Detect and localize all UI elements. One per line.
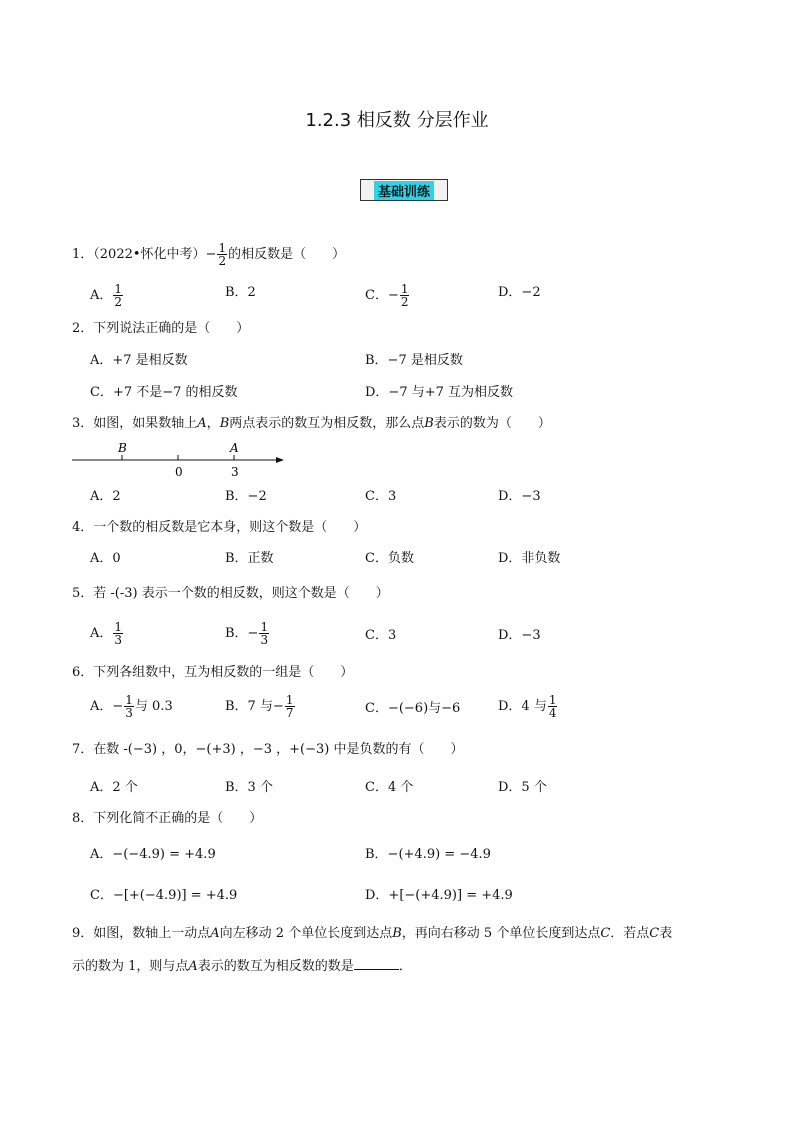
q3-point-a: A <box>197 416 207 431</box>
question-2-stem: 2．下列说法正确的是（ ） <box>72 321 250 336</box>
q1-option-a <box>90 283 124 308</box>
question-1-stem <box>72 242 345 267</box>
q5-b-num: 1 <box>260 620 269 634</box>
q6-d-fraction <box>548 694 558 719</box>
page-title: 1.2.3 相反数 分层作业 <box>305 110 489 131</box>
q3-sep: ， <box>206 416 220 431</box>
q8-option-c: C．−[+(−4.9)] = +4.9 <box>90 888 238 903</box>
question-9-line-2 <box>72 957 412 976</box>
q3-axis-zero: 0 <box>175 465 183 479</box>
q1-suffix: 的相反数是（ ） <box>228 247 346 262</box>
q5-option-c: C．3 <box>365 628 397 643</box>
q3-axis-three: 3 <box>231 465 239 479</box>
q3-option-c: C．3 <box>365 489 397 504</box>
q3-axis-label-a: A <box>230 441 239 455</box>
q6-d-num: 1 <box>548 693 557 707</box>
q6-a-num: 1 <box>125 693 133 707</box>
q6-d-den: 4 <box>548 706 557 720</box>
q1-frac-num: 1 <box>218 241 227 255</box>
q1-fraction <box>217 242 227 267</box>
question-5-stem: 5．若 -(-3) 表示一个数的相反数，则这个数是（ ） <box>72 586 389 601</box>
q3-option-d: D．−3 <box>498 489 541 504</box>
q6-a-fraction <box>124 694 134 719</box>
q6-a-den: 3 <box>125 706 133 720</box>
q9-answer-blank[interactable] <box>354 957 399 970</box>
q2-option-c: C．+7 不是−7 的相反数 <box>90 385 238 400</box>
q1-option-b: B．2 <box>225 285 256 300</box>
q1-frac-den: 2 <box>218 254 227 268</box>
q4-option-a: A．0 <box>90 551 121 566</box>
question-7-stem: 7．在数 -(−3) ，0，−(+3) ，−3 ，+(−3) 中是负数的有（ ） <box>72 742 464 757</box>
q1-option-c <box>365 283 410 308</box>
question-3-stem <box>72 415 551 433</box>
q8-option-d: D．+[−(+4.9)] = +4.9 <box>365 888 513 903</box>
q6-b-den: 7 <box>285 706 294 720</box>
q5-option-b <box>225 621 270 646</box>
q1-prefix: 1．（2022•怀化中考） <box>72 247 206 262</box>
q9-l2-1: 示的数为 1，则与点 <box>72 959 189 974</box>
question-8-stem: 8．下列化简不正确的是（ ） <box>72 811 263 826</box>
q1-c-num: 1 <box>400 282 409 296</box>
q3-stem-3: 表示的数为（ ） <box>433 416 551 431</box>
q5-b-fraction <box>259 621 269 646</box>
q7-option-a: A．2 个 <box>90 780 138 795</box>
q1-a-num: 1 <box>114 282 123 296</box>
q4-option-d: D．非负数 <box>498 551 561 566</box>
q3-axis-arrow <box>276 457 284 463</box>
q9-point-c2: C <box>649 926 660 941</box>
q9-l1-4: ．若点 <box>610 926 650 941</box>
q3-stem-2: 两点表示的数互为相反数，那么点 <box>229 416 425 431</box>
q1-a-label: A． <box>90 288 113 303</box>
q4-option-b: B．正数 <box>225 551 274 566</box>
q9-l1-3: ，再向右移动 5 个单位长度到达点 <box>401 926 601 941</box>
q9-point-b: B <box>392 926 402 941</box>
q1-c-den: 2 <box>400 295 409 309</box>
q6-option-c: C．−(−6)与−6 <box>365 701 461 716</box>
section-label-text: 基础训练 <box>374 181 434 200</box>
q5-a-den: 3 <box>114 633 123 647</box>
q6-option-a <box>90 694 173 719</box>
q7-option-d: D．5 个 <box>498 780 547 795</box>
q3-option-a: A．2 <box>90 489 121 504</box>
q5-option-a <box>90 621 124 646</box>
q6-a-tail: 与 0.3 <box>134 699 173 714</box>
q8-option-b: B．−(+4.9) = −4.9 <box>365 847 491 862</box>
q2-option-d: D．−7 与+7 互为相反数 <box>365 385 514 400</box>
q1-minus: − <box>205 247 217 262</box>
q9-l1-5: 表 <box>659 926 673 941</box>
q3-point-b: B <box>219 416 230 431</box>
q3-axis-label-b: B <box>118 441 127 455</box>
q5-option-d: D．−3 <box>498 628 541 643</box>
q3-option-b: B．−2 <box>225 489 267 504</box>
q3-number-line <box>70 438 290 482</box>
question-4-stem: 4．一个数的相反数是它本身，则这个数是（ ） <box>72 520 367 535</box>
q5-b-den: 3 <box>260 633 269 647</box>
q1-c-label: C．− <box>365 288 399 303</box>
q9-l2-2: 表示的数互为相反数的数是 <box>197 959 354 974</box>
section-label <box>360 179 448 201</box>
q6-option-d <box>498 694 558 719</box>
q5-a-num: 1 <box>114 620 123 634</box>
question-9-line-1 <box>72 925 672 943</box>
q7-option-b: B．3 个 <box>225 780 273 795</box>
question-6-stem: 6．下列各组数中，互为相反数的一组是（ ） <box>72 665 354 680</box>
q9-l2-3: ． <box>398 959 412 974</box>
q6-option-b <box>225 694 296 719</box>
q6-b-label: B．7 与− <box>225 699 284 714</box>
q9-l1-1: 9．如图，数轴上一动点 <box>72 926 211 941</box>
q6-d-label: D．4 与 <box>498 699 547 714</box>
q6-a-label: A．− <box>90 699 124 714</box>
q1-option-d: D．−2 <box>498 285 541 300</box>
q5-a-label: A． <box>90 626 113 641</box>
q5-a-fraction <box>113 621 123 646</box>
q6-b-num: 1 <box>285 693 294 707</box>
q2-option-a: A．+7 是相反数 <box>90 353 188 368</box>
q9-point-a: A <box>210 926 220 941</box>
q9-point-c: C <box>600 926 611 941</box>
q8-option-a: A．−(−4.9) = +4.9 <box>90 847 216 862</box>
q5-b-label: B．− <box>225 626 259 641</box>
q2-option-b: B．−7 是相反数 <box>365 353 463 368</box>
q7-option-c: C．4 个 <box>365 780 414 795</box>
q1-a-fraction <box>113 283 123 308</box>
q9-point-a2: A <box>188 959 198 974</box>
q3-point-b2: B <box>424 416 434 431</box>
q3-stem-1: 3．如图，如果数轴上 <box>72 416 198 431</box>
q1-a-den: 2 <box>114 295 123 309</box>
q6-b-fraction <box>285 694 295 719</box>
q9-l1-2: 向左移动 2 个单位长度到达点 <box>219 926 393 941</box>
q4-option-c: C．负数 <box>365 551 414 566</box>
q1-c-fraction <box>400 283 410 308</box>
